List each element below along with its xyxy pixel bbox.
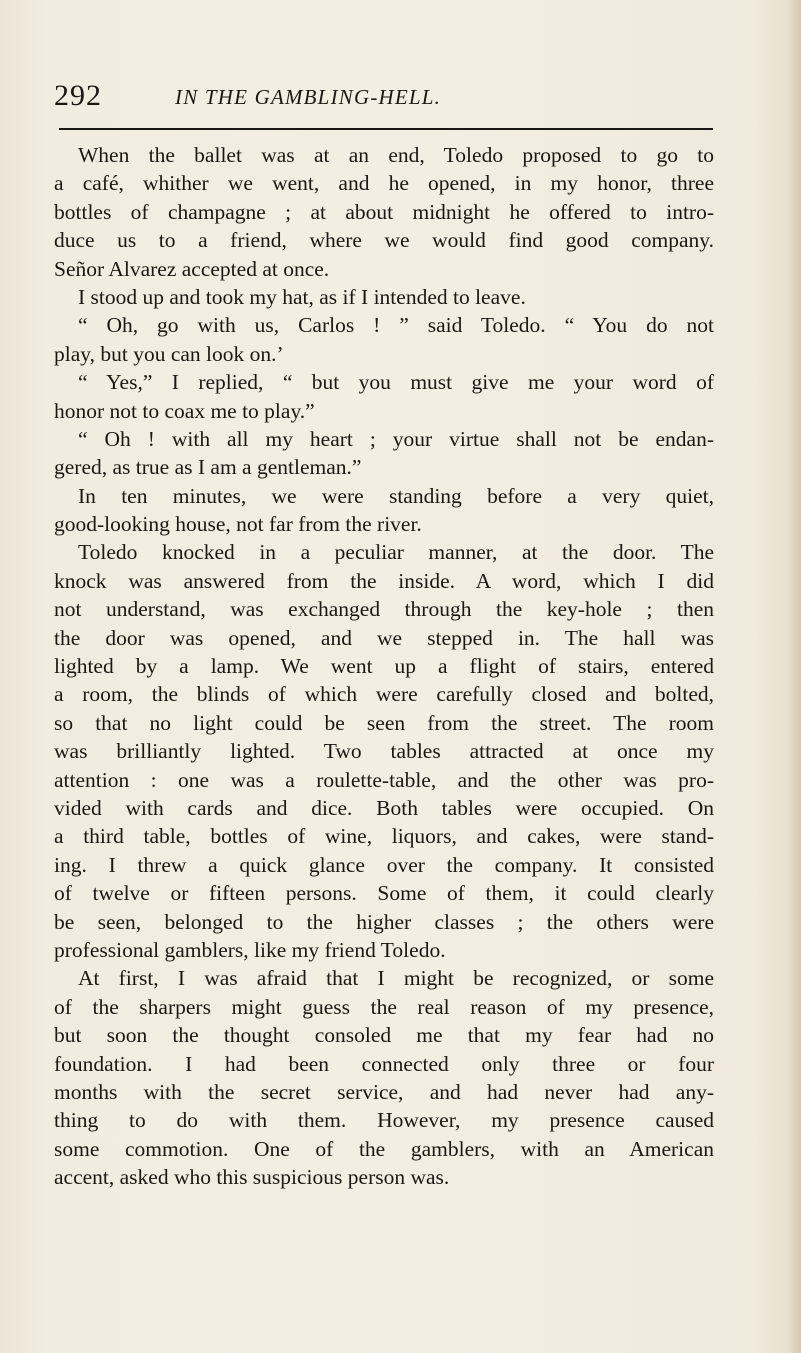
text-line: At first, I was afraid that I might be recognized, or some: [78, 966, 714, 991]
text-line: some commotion. One of the gamblers, with an American: [54, 1136, 714, 1161]
text-line: so that no light could be seen from the street. The room: [54, 710, 714, 735]
text-line: When the ballet was at an end, Toledo proposed to go to: [78, 143, 714, 167]
text-line: be seen, belonged to the higher classes ; the others were: [54, 909, 714, 934]
text-line: play, but you can look on.’: [54, 341, 284, 366]
text-line: knock was answered from the inside. A word, which I did: [54, 568, 714, 593]
text-line: I stood up and took my hat, as if I intended to leave.: [78, 284, 526, 309]
text-line: lighted by a lamp. We went up a flight of stairs, entered: [54, 654, 714, 679]
text-line: a room, the blinds of which were carefully closed and bolted,: [54, 682, 714, 707]
text-line: Señor Alvarez accepted at once.: [54, 256, 330, 281]
page-edge-shadow: [787, 0, 801, 1353]
text-line: a café, whither we went, and he opened, in my honor, three: [54, 171, 714, 196]
text-line: of twelve or fifteen persons. Some of them, it could clearly: [54, 881, 714, 906]
text-line: Toledo knocked in a peculiar manner, at the door. The: [78, 540, 714, 565]
text-line: but soon the thought consoled me that my fear had no: [54, 1023, 714, 1048]
header-rule: [59, 128, 713, 130]
text-line: not understand, was exchanged through the key-hole ; then: [54, 597, 714, 622]
running-head: IN THE GAMBLING-HELL.: [175, 85, 442, 109]
text-line: thing to do with them. However, my presence caused: [54, 1108, 714, 1133]
text-line: months with the secret service, and had never had any-: [54, 1079, 714, 1104]
text-line: of the sharpers might guess the real reason of my presence,: [54, 994, 714, 1019]
text-line: accent, asked who this suspicious person was.: [54, 1165, 450, 1190]
text-line: was brilliantly lighted. Two tables attracted at once my: [54, 739, 714, 764]
text-line: bottles of champagne ; at about midnight he offered to intro-: [54, 199, 714, 224]
text-line: “ Oh, go with us, Carlos ! ” said Toledo. “ You do not: [78, 313, 714, 338]
text-line: foundation. I had been connected only three or four: [54, 1051, 714, 1076]
text-line: attention : one was a roulette-table, and the other was pro-: [54, 767, 714, 792]
text-line: professional gamblers, like my friend Toledo.: [54, 937, 446, 962]
page-number: 292: [54, 79, 102, 112]
page-header: [54, 76, 714, 116]
text-line: honor not to coax me to play.”: [54, 398, 315, 423]
text-line: a third table, bottles of wine, liquors, and cakes, were stand-: [54, 824, 714, 849]
text-line: “ Yes,” I replied, “ but you must give me your word of: [78, 370, 714, 395]
text-line: the door was opened, and we stepped in. The hall was: [54, 625, 714, 650]
text-line: vided with cards and dice. Both tables were occupied. On: [54, 795, 714, 820]
body-text: [54, 141, 714, 1191]
text-line: “ Oh ! with all my heart ; your virtue shall not be endan-: [78, 426, 714, 451]
text-line: good-looking house, not far from the river.: [54, 512, 422, 537]
text-line: In ten minutes, we were standing before a very quiet,: [78, 483, 714, 508]
text-line: gered, as true as I am a gentleman.”: [54, 455, 362, 480]
text-line: ing. I threw a quick glance over the company. It consisted: [54, 852, 714, 877]
text-line: duce us to a friend, where we would find good company.: [54, 228, 714, 253]
